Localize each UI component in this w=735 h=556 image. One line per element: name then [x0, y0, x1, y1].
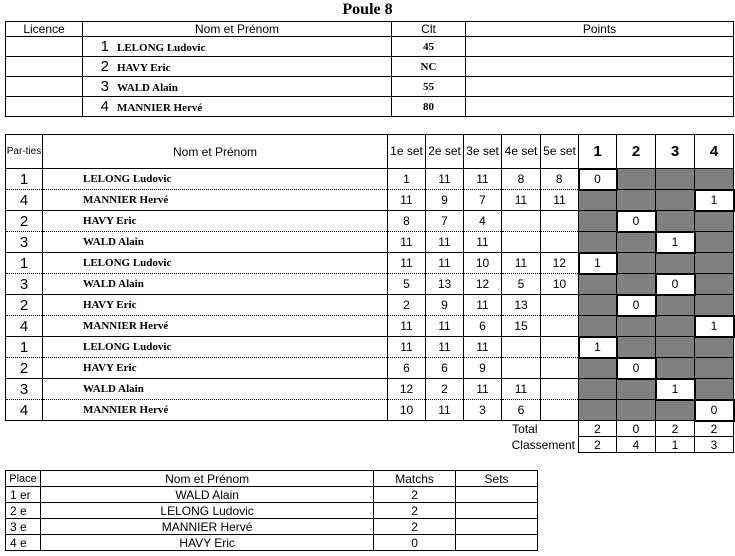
set-score-cell: 9 [426, 190, 464, 211]
match-row [6, 316, 734, 337]
player2-col-header: 2 [617, 135, 656, 169]
licence-cell [6, 57, 83, 77]
shaded-cell [617, 316, 656, 337]
set-score-cell [502, 232, 541, 253]
set-score-cell: 6 [502, 400, 541, 421]
set-score-cell: 11 [388, 253, 426, 274]
player-row [6, 97, 734, 117]
total-value: 0 [617, 421, 656, 437]
result-cell: 1 [695, 316, 734, 337]
shaded-cell [579, 379, 617, 400]
set-score-cell: 11 [502, 379, 541, 400]
shaded-cell [656, 190, 695, 211]
set-score-cell [502, 337, 541, 358]
set-score-cell: 13 [502, 295, 541, 316]
matchs-cell: 2 [374, 503, 456, 519]
set-score-cell: 11 [388, 190, 426, 211]
sets-cell [456, 487, 538, 503]
set-score-cell: 1 [388, 169, 426, 190]
sets-cell [456, 519, 538, 535]
shaded-cell [579, 232, 617, 253]
player3-col-header: 3 [656, 135, 695, 169]
sets-cell [456, 503, 538, 519]
place-cell: 4 e [6, 535, 41, 551]
set-score-cell: 3 [464, 400, 502, 421]
shaded-cell [695, 274, 734, 295]
parties-header: Par-ties [6, 135, 43, 169]
set-score-cell: 5 [388, 274, 426, 295]
shaded-cell [695, 169, 734, 190]
classement-label: Classement [511, 437, 575, 452]
set-score-cell [541, 316, 579, 337]
set2-header: 2e set [426, 135, 464, 169]
result-cell: 1 [579, 337, 617, 358]
match-row [6, 358, 734, 379]
match-player-number: 4 [6, 316, 43, 337]
result-cell: 0 [656, 274, 695, 295]
match-player-name: WALD Alain [43, 379, 388, 400]
set-score-cell: 11 [388, 337, 426, 358]
shaded-cell [656, 211, 695, 232]
match-player-name: MANNIER Hervé [43, 316, 388, 337]
ranking-row [6, 519, 538, 535]
shaded-cell [579, 316, 617, 337]
set-score-cell: 4 [464, 211, 502, 232]
shaded-cell [579, 358, 617, 379]
player-name-cell [83, 57, 392, 77]
set1-header: 1e set [388, 135, 426, 169]
set5-header: 5e set [541, 135, 579, 169]
set-score-cell: 11 [464, 169, 502, 190]
match-player-number: 2 [6, 358, 43, 379]
ranking-row [6, 535, 538, 551]
result-cell: 0 [617, 358, 656, 379]
set-score-cell: 12 [388, 379, 426, 400]
set-score-cell: 2 [426, 379, 464, 400]
match-player-number: 1 [6, 337, 43, 358]
set-score-cell: 11 [426, 232, 464, 253]
ranking-row [6, 503, 538, 519]
match-player-number: 2 [6, 295, 43, 316]
player-name: HAVY Eric [117, 62, 171, 74]
set-score-cell: 11 [464, 232, 502, 253]
set-score-cell: 11 [502, 253, 541, 274]
shaded-cell [617, 274, 656, 295]
shaded-cell [656, 169, 695, 190]
ranking-name-cell: MANNIER Hervé [41, 519, 374, 535]
match-row [6, 400, 734, 421]
player-name: WALD Alain [117, 82, 178, 94]
set-score-cell: 11 [388, 316, 426, 337]
matchs-cell: 2 [374, 487, 456, 503]
set3-header: 3e set [464, 135, 502, 169]
set-score-cell: 8 [502, 169, 541, 190]
set-score-cell: 7 [426, 211, 464, 232]
match-row [6, 379, 734, 400]
match-row [6, 253, 734, 274]
shaded-cell [695, 379, 734, 400]
player1-col-header: 1 [579, 135, 617, 169]
set-score-cell [541, 295, 579, 316]
points-cell [466, 37, 734, 57]
match-player-number: 4 [6, 190, 43, 211]
player-row [6, 77, 734, 97]
player-row [6, 37, 734, 57]
set-score-cell: 9 [464, 358, 502, 379]
set-score-cell: 10 [464, 253, 502, 274]
shaded-cell [579, 274, 617, 295]
shaded-cell [656, 358, 695, 379]
result-cell: 1 [656, 232, 695, 253]
set-score-cell: 10 [541, 274, 579, 295]
total-value: 2 [695, 421, 734, 437]
shaded-cell [695, 253, 734, 274]
set-score-cell [541, 337, 579, 358]
match-player-number: 3 [6, 232, 43, 253]
match-name-header: Nom et Prénom [43, 135, 388, 169]
player-name-cell [83, 77, 392, 97]
set-score-cell: 5 [502, 274, 541, 295]
match-player-name: MANNIER Hervé [43, 190, 388, 211]
points-cell [466, 77, 734, 97]
clt-cell: 80 [392, 97, 466, 117]
player-name: LELONG Ludovic [117, 42, 206, 54]
result-cell: 0 [617, 295, 656, 316]
shaded-cell [617, 400, 656, 421]
set-score-cell: 12 [464, 274, 502, 295]
clt-header: Clt [392, 22, 466, 37]
set-score-cell: 11 [426, 316, 464, 337]
classement-value: 3 [695, 437, 734, 453]
licence-cell [6, 37, 83, 57]
player-number: 4 [100, 98, 109, 115]
shaded-cell [695, 337, 734, 358]
player-name-cell [83, 37, 392, 57]
licence-cell [6, 97, 83, 117]
licence-cell [6, 77, 83, 97]
licence-header: Licence [6, 22, 83, 37]
set-score-cell: 11 [426, 169, 464, 190]
place-cell: 2 e [6, 503, 41, 519]
match-player-number: 3 [6, 274, 43, 295]
classement-value: 1 [656, 437, 695, 453]
player-number: 1 [100, 38, 109, 55]
shaded-cell [656, 295, 695, 316]
set-score-cell [541, 358, 579, 379]
shaded-cell [656, 337, 695, 358]
match-player-name: WALD Alain [43, 274, 388, 295]
match-player-name: LELONG Ludovic [43, 337, 388, 358]
shaded-cell [656, 316, 695, 337]
set-score-cell: 15 [502, 316, 541, 337]
match-row [6, 295, 734, 316]
shaded-cell [617, 169, 656, 190]
total-value: 2 [656, 421, 695, 437]
shaded-cell [579, 211, 617, 232]
total-value: 2 [579, 421, 617, 437]
clt-cell: NC [392, 57, 466, 77]
player4-col-header: 4 [695, 135, 734, 169]
ranking-row [6, 487, 538, 503]
match-player-name: HAVY Eric [43, 295, 388, 316]
shaded-cell [617, 253, 656, 274]
set-score-cell: 10 [388, 400, 426, 421]
matchs-cell: 2 [374, 519, 456, 535]
registration-table [5, 21, 734, 117]
match-row [6, 190, 734, 211]
place-cell: 1 er [6, 487, 41, 503]
match-player-name: HAVY Eric [43, 211, 388, 232]
player-row [6, 57, 734, 77]
matchs-cell: 0 [374, 535, 456, 551]
match-row [6, 274, 734, 295]
set-score-cell: 8 [388, 211, 426, 232]
set4-header: 4e set [502, 135, 541, 169]
set-score-cell: 11 [426, 253, 464, 274]
set-score-cell: 11 [464, 337, 502, 358]
shaded-cell [617, 190, 656, 211]
set-score-cell [541, 400, 579, 421]
shaded-cell [617, 337, 656, 358]
match-player-name: MANNIER Hervé [43, 400, 388, 421]
name-header: Nom et Prénom [83, 22, 392, 37]
match-row [6, 337, 734, 358]
match-player-name: LELONG Ludovic [43, 253, 388, 274]
set-score-cell [541, 379, 579, 400]
set-score-cell: 6 [426, 358, 464, 379]
points-cell [466, 97, 734, 117]
ranking-name-cell: WALD Alain [41, 487, 374, 503]
match-player-number: 1 [6, 169, 43, 190]
set-score-cell: 11 [388, 232, 426, 253]
result-cell: 1 [579, 253, 617, 274]
player-number: 3 [100, 78, 109, 95]
set-score-cell: 11 [426, 337, 464, 358]
clt-cell: 55 [392, 77, 466, 97]
match-row [6, 232, 734, 253]
matchs-header: Matchs [374, 471, 456, 487]
shaded-cell [579, 190, 617, 211]
shaded-cell [617, 232, 656, 253]
shaded-cell [656, 253, 695, 274]
total-label: Total [512, 421, 538, 436]
shaded-cell [695, 358, 734, 379]
result-cell: 1 [695, 190, 734, 211]
result-cell: 0 [617, 211, 656, 232]
set-score-cell: 8 [541, 169, 579, 190]
match-player-name: HAVY Eric [43, 358, 388, 379]
points-cell [466, 57, 734, 77]
shaded-cell [579, 400, 617, 421]
ranking-name-cell: HAVY Eric [41, 535, 374, 551]
player-name: MANNIER Hervé [117, 102, 203, 114]
classement-value: 4 [617, 437, 656, 453]
sets-cell [456, 535, 538, 551]
set-score-cell: 7 [464, 190, 502, 211]
match-player-number: 1 [6, 253, 43, 274]
set-score-cell: 6 [464, 316, 502, 337]
result-cell: 0 [579, 169, 617, 190]
shaded-cell [579, 295, 617, 316]
shaded-cell [617, 379, 656, 400]
shaded-cell [695, 295, 734, 316]
place-cell: 3 e [6, 519, 41, 535]
result-cell: 1 [656, 379, 695, 400]
set-score-cell [502, 211, 541, 232]
match-row [6, 169, 734, 190]
match-player-number: 3 [6, 379, 43, 400]
ranking-name-header: Nom et Prénom [41, 471, 374, 487]
set-score-cell: 11 [464, 379, 502, 400]
set-score-cell: 11 [464, 295, 502, 316]
set-score-cell: 11 [502, 190, 541, 211]
player-number: 2 [100, 58, 109, 75]
set-score-cell [541, 211, 579, 232]
matches-table [5, 134, 735, 453]
ranking-table [5, 470, 538, 551]
set-score-cell [502, 358, 541, 379]
match-player-name: WALD Alain [43, 232, 388, 253]
shaded-cell [695, 232, 734, 253]
set-score-cell: 2 [388, 295, 426, 316]
set-score-cell: 12 [541, 253, 579, 274]
ranking-name-cell: LELONG Ludovic [41, 503, 374, 519]
result-cell: 0 [695, 400, 734, 421]
match-player-number: 2 [6, 211, 43, 232]
shaded-cell [656, 400, 695, 421]
player-name-cell [83, 97, 392, 117]
set-score-cell: 11 [426, 400, 464, 421]
classement-value: 2 [579, 437, 617, 453]
match-player-name: LELONG Ludovic [43, 169, 388, 190]
set-score-cell: 9 [426, 295, 464, 316]
set-score-cell [541, 232, 579, 253]
sets-header: Sets [456, 471, 538, 487]
clt-cell: 45 [392, 37, 466, 57]
match-row [6, 211, 734, 232]
points-header: Points [466, 22, 734, 37]
shaded-cell [695, 211, 734, 232]
set-score-cell: 11 [541, 190, 579, 211]
place-header: Place [6, 471, 41, 487]
page-title: Poule 8 [342, 1, 393, 18]
set-score-cell: 6 [388, 358, 426, 379]
set-score-cell: 13 [426, 274, 464, 295]
match-player-number: 4 [6, 400, 43, 421]
